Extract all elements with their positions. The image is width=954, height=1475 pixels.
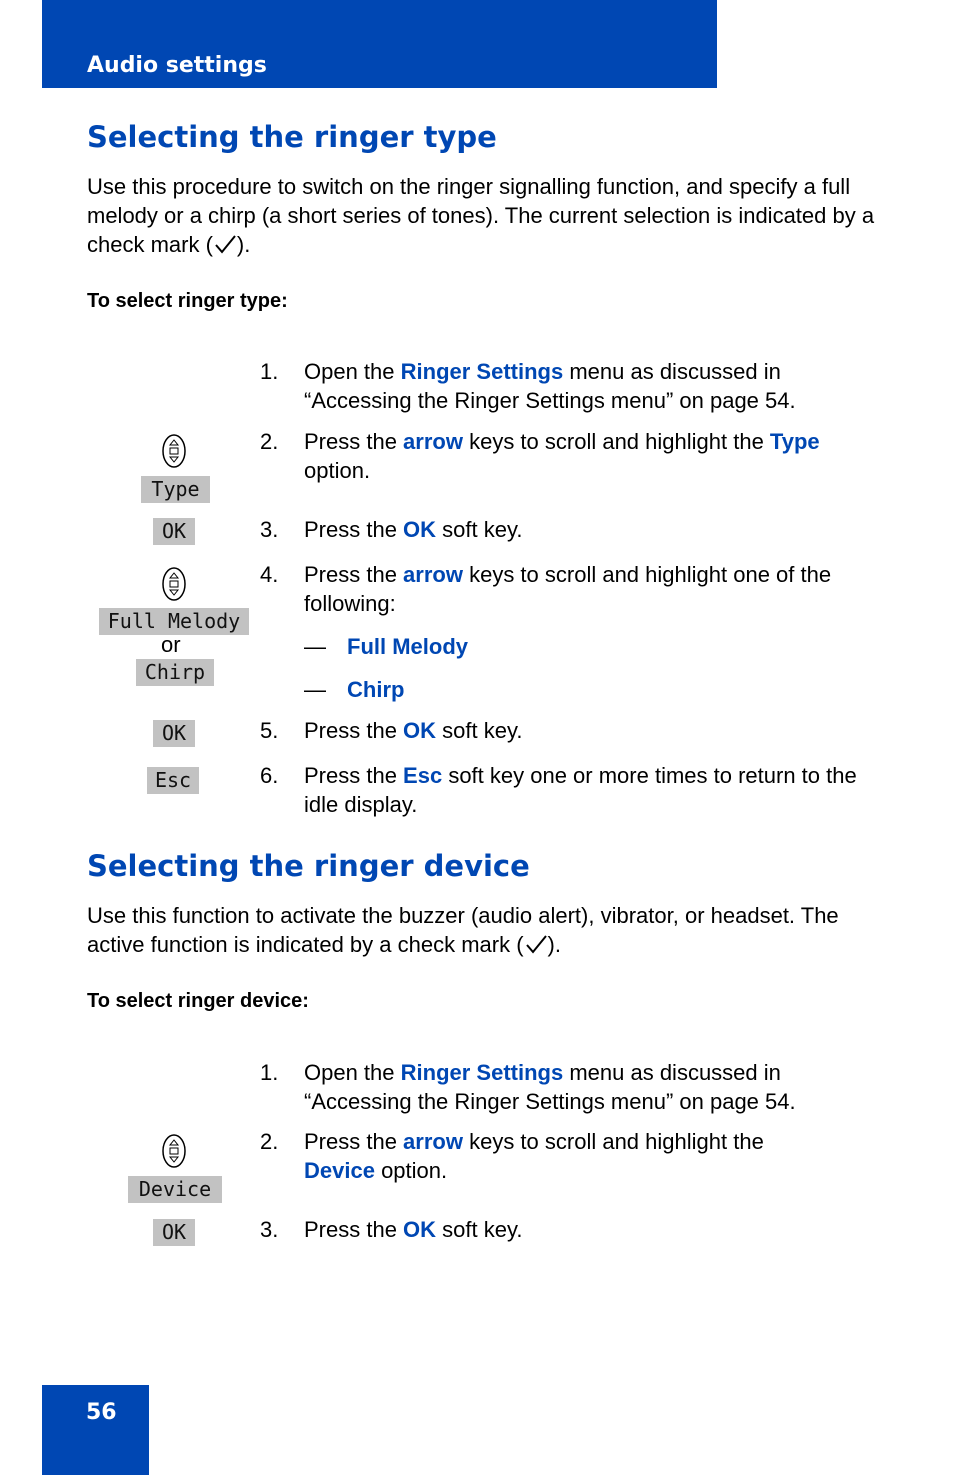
step-text: Press the OK soft key. (304, 517, 523, 542)
navigation-arrow-key-icon (161, 566, 187, 602)
option-full-melody: — Full Melody (304, 634, 468, 659)
ringer-device-intro (87, 901, 887, 959)
step-number: 3. (260, 517, 279, 542)
step-text: Open the Ringer Settings menu as discussed in “Accessing the Ringer Settings menu” on page 54. (304, 359, 796, 413)
intro-text: Use this procedure to switch on the ringer signalling function, and specify a full melody or a chirp (a short series of tones). The current selection is indicated by a check mark ( (87, 174, 875, 257)
display-ok-soft-key[interactable]: OK (153, 518, 195, 545)
footer-bar (42, 1385, 149, 1475)
check-mark-icon (213, 232, 237, 257)
step-number: 6. (260, 763, 279, 788)
section-title: Audio settings (87, 53, 267, 78)
step-number: 5. (260, 718, 279, 743)
display-full-melody: Full Melody (99, 608, 249, 635)
display-esc-soft-key[interactable]: Esc (147, 767, 199, 794)
ringer-device-heading: Selecting the ringer device (87, 849, 530, 883)
step-text: Press the arrow keys to scroll and highlight the Device option. (304, 1129, 764, 1183)
navigation-arrow-key-icon (161, 1133, 187, 1169)
display-chirp: Chirp (136, 659, 214, 686)
step-text: Press the arrow keys to scroll and highlight the Type option. (304, 429, 820, 483)
display-ok-soft-key[interactable]: OK (153, 1219, 195, 1246)
navigation-arrow-key-icon (161, 433, 187, 469)
option-chirp: — Chirp (304, 677, 405, 702)
step-number: 2. (260, 1129, 279, 1154)
step-number: 3. (260, 1217, 279, 1242)
display-ok-soft-key[interactable]: OK (153, 720, 195, 747)
ringer-type-intro (87, 172, 887, 259)
step-number: 4. (260, 562, 279, 587)
step-text: Press the OK soft key. (304, 1217, 523, 1242)
display-device: Device (128, 1176, 222, 1203)
step-number: 1. (260, 1060, 279, 1085)
step-text: Press the Esc soft key one or more times to return to the idle display. (304, 763, 857, 817)
ringer-type-procedure-label: To select ringer type: (87, 290, 288, 312)
intro-text-end: ). (236, 232, 251, 257)
intro-text-end: ). (547, 932, 561, 957)
or-label: or (161, 632, 181, 657)
header-bar (42, 0, 717, 88)
intro-text: Use this function to activate the buzzer (audio alert), vibrator, or headset. The active function is indicated by a check mark ( (87, 903, 839, 957)
ringer-device-procedure-label: To select ringer device: (87, 990, 309, 1012)
ringer-type-heading: Selecting the ringer type (87, 120, 497, 154)
check-mark-icon (524, 932, 548, 957)
step-text: Press the OK soft key. (304, 718, 523, 743)
step-text: Open the Ringer Settings menu as discussed in “Accessing the Ringer Settings menu” on page 54. (304, 1060, 796, 1114)
step-number: 2. (260, 429, 279, 454)
step-number: 1. (260, 359, 279, 384)
step-text: Press the arrow keys to scroll and highlight one of the following: (304, 562, 832, 616)
page-number: 56 (86, 1400, 117, 1425)
display-type: Type (141, 476, 210, 503)
